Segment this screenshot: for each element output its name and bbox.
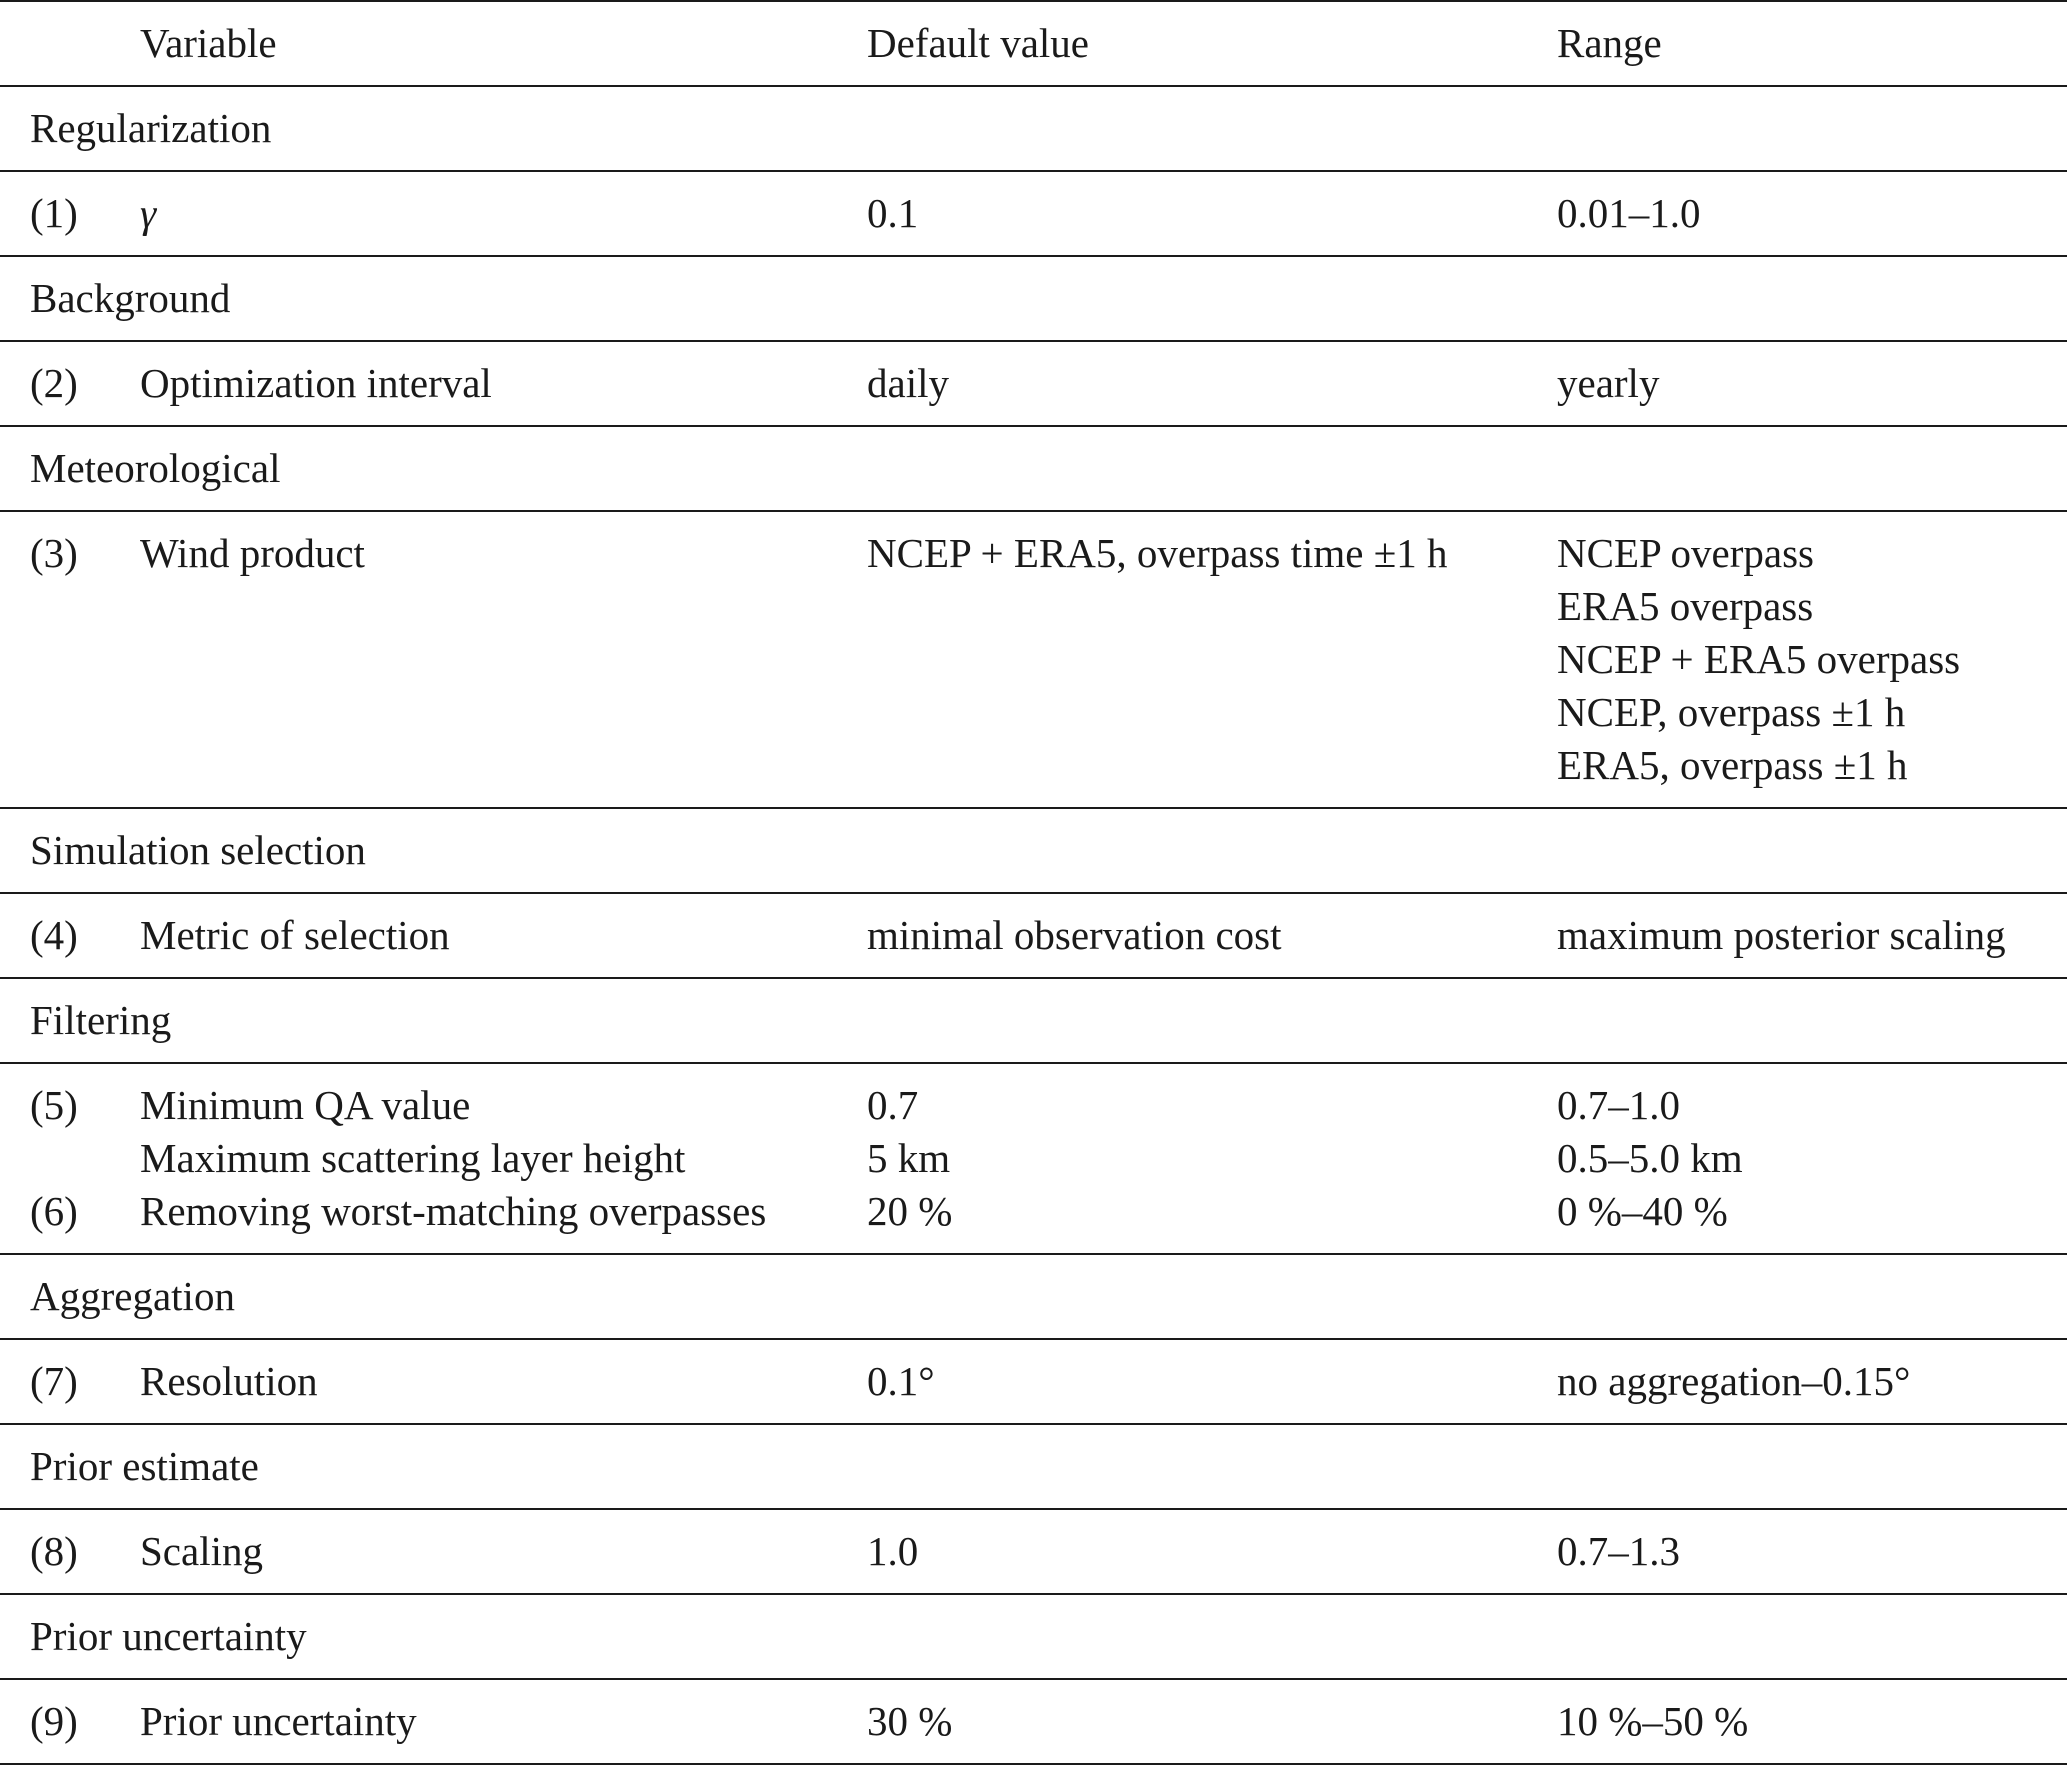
- row-number: (5): [30, 1082, 78, 1128]
- range-line: NCEP overpass: [1557, 530, 1814, 576]
- default-value-cell: NCEP + ERA5, overpass time ±1 h: [867, 511, 1557, 808]
- header-variable: Variable: [140, 1, 867, 86]
- row-number: (8): [0, 1509, 140, 1594]
- section-title: Prior estimate: [0, 1424, 2067, 1509]
- variable-cell: Maximum scattering layer height: [140, 1135, 686, 1181]
- range-cell: [1557, 1679, 2067, 1764]
- row-number: (1): [0, 171, 140, 256]
- table-row: [0, 1132, 2067, 1185]
- default-value-cell: daily: [867, 341, 1557, 426]
- default-value-cell: 0.1°: [867, 1339, 1557, 1424]
- range-line: 0.5–5.0 km: [1557, 1135, 1743, 1181]
- section-title: Background: [0, 256, 2067, 341]
- range-cell: [1557, 1339, 2067, 1424]
- section-row: [0, 86, 2067, 171]
- default-value-cell: 0.7: [867, 1082, 919, 1128]
- row-number: (7): [0, 1339, 140, 1424]
- section-row: [0, 426, 2067, 511]
- variable-cell: γ: [140, 171, 867, 256]
- section-title: Filtering: [0, 978, 2067, 1063]
- range-line: yearly: [1557, 360, 1660, 406]
- section-row: [0, 1594, 2067, 1679]
- row-number: (6): [0, 1185, 140, 1254]
- range-cell: [1557, 171, 2067, 256]
- variable-cell: Optimization interval: [140, 341, 867, 426]
- header-default: Default value: [867, 1, 1557, 86]
- row-number: [0, 1132, 140, 1185]
- section-row: [0, 1424, 2067, 1509]
- variable-cell: Minimum QA value: [140, 1082, 471, 1128]
- table-row: [0, 1063, 2067, 1132]
- default-value-cell: minimal observation cost: [867, 893, 1557, 978]
- range-line: 10 %–50 %: [1557, 1698, 1749, 1744]
- range-cell: [1557, 1132, 2067, 1185]
- section-title: Aggregation: [0, 1254, 2067, 1339]
- range-line: NCEP, overpass ±1 h: [1557, 689, 1906, 735]
- range-cell: [1557, 511, 2067, 808]
- table-row: [0, 341, 2067, 426]
- table-row: [0, 893, 2067, 978]
- range-cell: [1557, 1063, 2067, 1132]
- section-row: [0, 1254, 2067, 1339]
- section-row: [0, 978, 2067, 1063]
- row-number: (2): [0, 341, 140, 426]
- header-num-cell: [0, 1, 140, 86]
- section-title: Prior uncertainty: [0, 1594, 2067, 1679]
- variable-cell: Wind product: [140, 511, 867, 808]
- row-number: (4): [0, 893, 140, 978]
- variable-cell: Resolution: [140, 1339, 867, 1424]
- row-number: (9): [0, 1679, 140, 1764]
- row-number: (3): [0, 511, 140, 808]
- default-value-cell: 1.0: [867, 1509, 1557, 1594]
- range-line: 0.7–1.3: [1557, 1528, 1680, 1574]
- variable-cell: Removing worst-matching overpasses: [140, 1185, 867, 1254]
- section-title: Simulation selection: [0, 808, 2067, 893]
- table-row: [0, 1339, 2067, 1424]
- section-title: Regularization: [0, 86, 2067, 171]
- table-row: [0, 511, 2067, 808]
- table-row: [0, 1185, 2067, 1254]
- table-row: [0, 171, 2067, 256]
- range-cell: [1557, 1509, 2067, 1594]
- variable-cell: Prior uncertainty: [140, 1679, 867, 1764]
- default-value-cell: 20 %: [867, 1185, 1557, 1254]
- range-line: ERA5, overpass ±1 h: [1557, 742, 1908, 788]
- range-line: no aggregation–0.15°: [1557, 1358, 1911, 1404]
- variable-cell: Metric of selection: [140, 893, 867, 978]
- range-cell: [1557, 893, 2067, 978]
- default-value-cell: 30 %: [867, 1679, 1557, 1764]
- range-line: ERA5 overpass: [1557, 583, 1814, 629]
- section-row: [0, 808, 2067, 893]
- section-row: [0, 256, 2067, 341]
- range-cell: [1557, 1185, 2067, 1254]
- range-line: 0 %–40 %: [1557, 1188, 1728, 1234]
- table-row: [0, 1679, 2067, 1764]
- range-line: NCEP + ERA5 overpass: [1557, 636, 1961, 682]
- range-line: 0.01–1.0: [1557, 190, 1701, 236]
- variable-cell: Scaling: [140, 1509, 867, 1594]
- section-title: Meteorological: [0, 426, 2067, 511]
- range-cell: [1557, 341, 2067, 426]
- header-range: Range: [1557, 1, 2067, 86]
- default-value-cell: 5 km: [867, 1135, 951, 1181]
- range-line: 0.7–1.0: [1557, 1082, 1680, 1128]
- header-row: [0, 1, 2067, 86]
- default-value-cell: 0.1: [867, 171, 1557, 256]
- table-row: [0, 1509, 2067, 1594]
- range-line: maximum posterior scaling: [1557, 912, 2006, 958]
